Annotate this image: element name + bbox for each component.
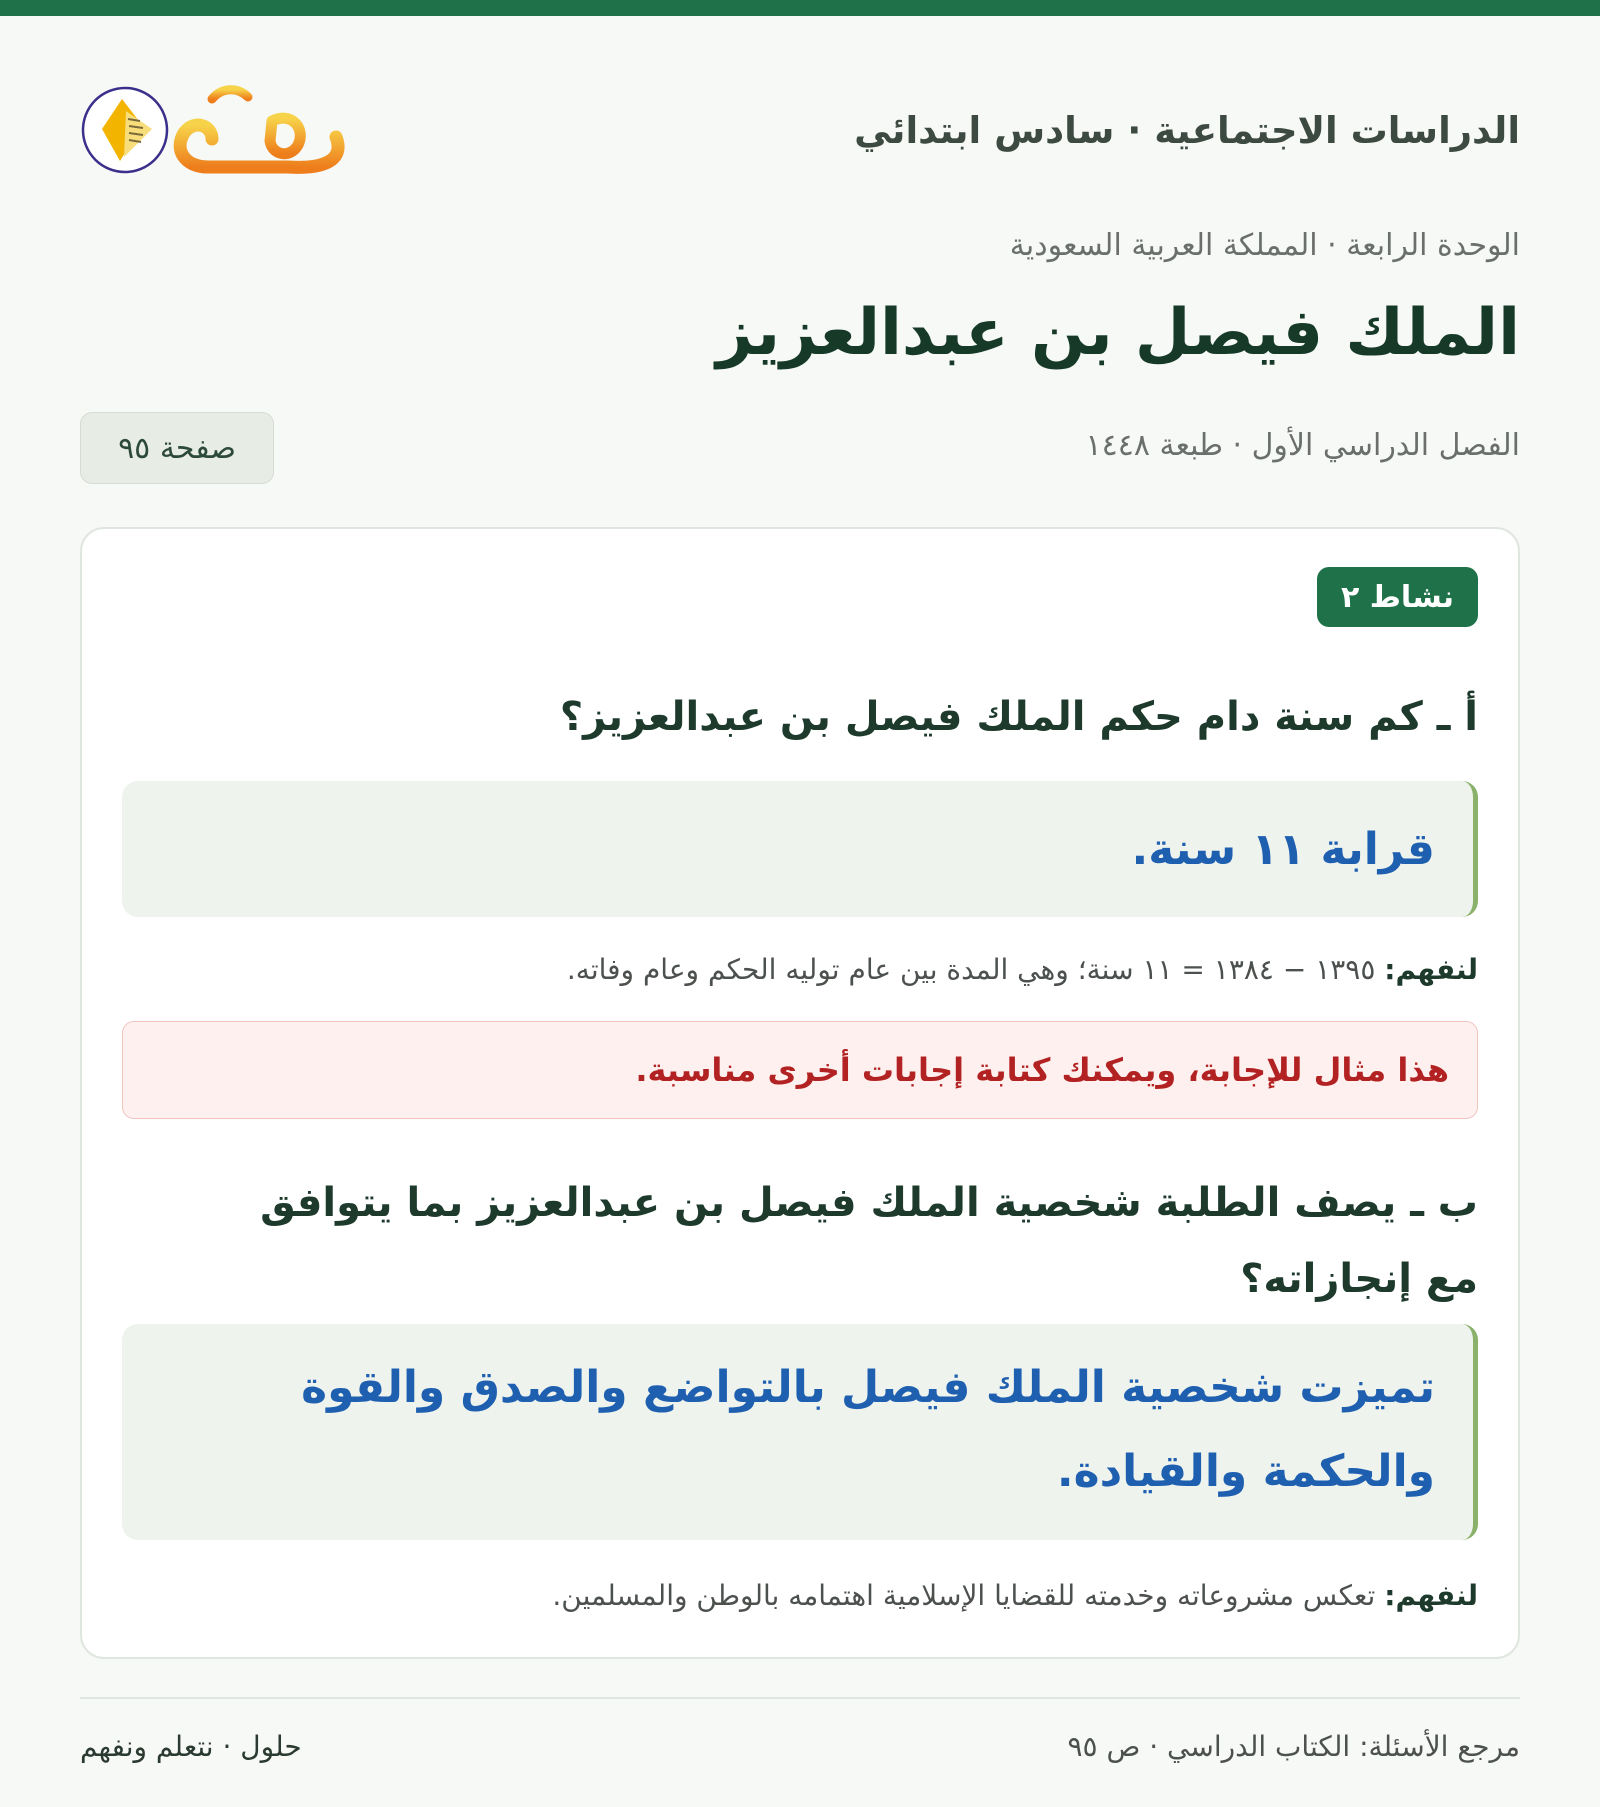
activity-card — [80, 527, 1520, 1659]
answer-note — [122, 1021, 1478, 1119]
answer-b-text: تميزت شخصية الملك فيصل بالتواضع والصدق والقوة والحكمة والقيادة. — [301, 1362, 1435, 1497]
question-b: ب ـ يصف الطلبة شخصية الملك فيصل بن عبدالعزيز بما يتوافق مع إنجازاته؟ — [260, 1180, 1478, 1302]
page-number-badge: صفحة ٩٥ — [80, 412, 274, 484]
question-a: أ ـ كم سنة دام حكم الملك فيصل بن عبدالعزيز؟ — [559, 694, 1478, 740]
term-edition: الفصل الدراسي الأول · طبعة ١٤٤٨ — [1085, 428, 1520, 463]
book-diamond-icon — [80, 85, 170, 175]
footer-reference: مرجع الأسئلة: الكتاب الدراسي · ص ٩٥ — [1067, 1730, 1520, 1763]
answer-note-text: هذا مثال للإجابة، ويمكنك كتابة إجابات أخرى مناسبة. — [635, 1051, 1449, 1089]
hulul-logo[interactable] — [80, 75, 348, 185]
understand-b-text: تعكس مشروعاته وخدمته للقضايا الإسلامية اهتمامه بالوطن والمسلمين. — [552, 1579, 1376, 1612]
subject-title: الدراسات الاجتماعية · سادس ابتدائي — [854, 108, 1520, 152]
page-header — [80, 60, 1520, 200]
answer-a — [122, 781, 1478, 917]
understand-label: لنفهم: — [1384, 1579, 1478, 1612]
hulul-wordmark — [168, 75, 348, 185]
footer-brand[interactable]: حلول · نتعلم ونفهم — [80, 1730, 302, 1763]
lesson-title: الملك فيصل بن عبدالعزيز — [716, 296, 1520, 370]
footer-divider — [80, 1697, 1520, 1699]
answer-a-text: قرابة ١١ سنة. — [1131, 823, 1435, 875]
answer-b — [122, 1324, 1478, 1540]
understand-label: لنفهم: — [1384, 953, 1478, 986]
understand-b — [552, 1579, 1478, 1612]
activity-badge: نشاط ٢ — [1317, 567, 1478, 627]
understand-a — [567, 953, 1478, 986]
top-accent-bar — [0, 0, 1600, 16]
unit-breadcrumb: الوحدة الرابعة · المملكة العربية السعودية — [1009, 228, 1520, 263]
understand-a-text: ١٣٩٥ − ١٣٨٤ = ١١ سنة؛ وهي المدة بين عام توليه الحكم وعام وفاته. — [566, 953, 1376, 986]
